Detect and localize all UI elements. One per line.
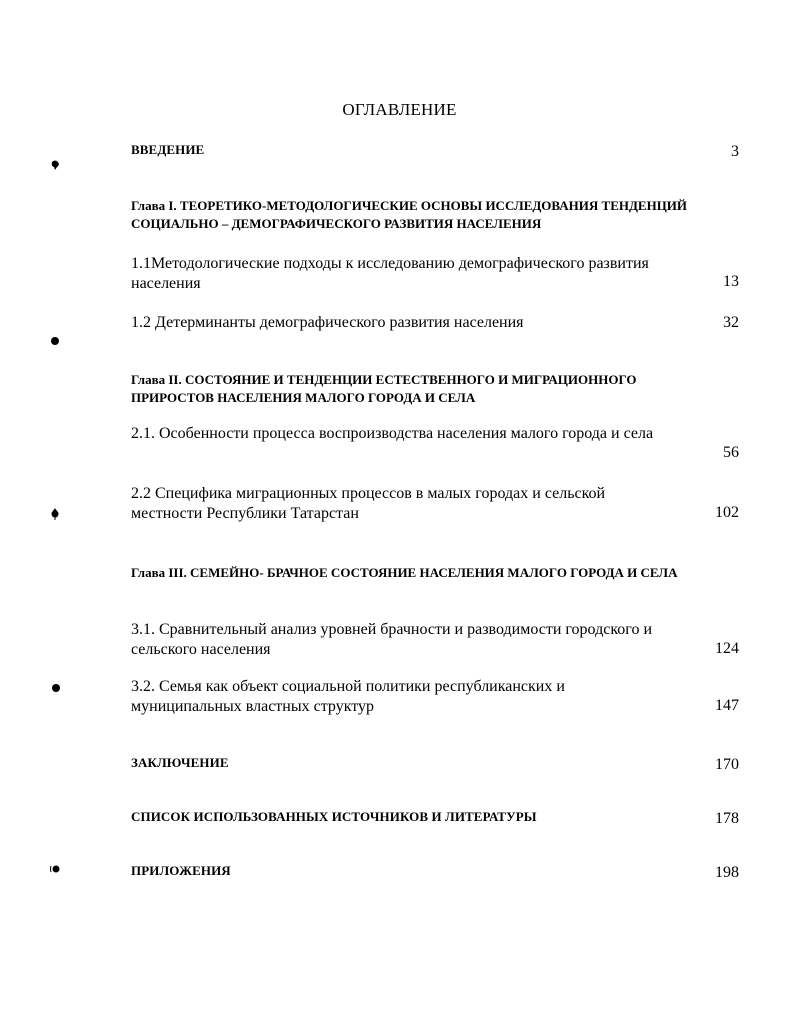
binding-hole-mark xyxy=(49,335,61,347)
toc-section-2-2 xyxy=(131,484,739,526)
appendices-label: ПРИЛОЖЕНИЯ xyxy=(131,863,231,878)
chapter-3-title: Глава III. СЕМЕЙНО- БРАЧНОЕ СОСТОЯНИЕ НАСЕЛЕНИЯ МАЛОГО ГОРОДА И СЕЛА xyxy=(131,565,678,580)
section-1-1-label: 1.1Методологические подходы к исследованию демографического развития населения xyxy=(131,255,649,292)
toc-section-1-2 xyxy=(131,313,739,335)
toc-entry-conclusion xyxy=(131,754,739,778)
section-3-1-label: 3.1. Сравнительный анализ уровней брачности и разводимости городского и сельского населения xyxy=(131,621,653,658)
toc-entry-references xyxy=(131,808,739,832)
toc-entry-introduction xyxy=(131,141,739,163)
section-2-1-page: 56 xyxy=(723,444,739,461)
section-1-1-page: 13 xyxy=(723,273,739,290)
section-3-2-page: 147 xyxy=(715,697,739,714)
section-2-2-page: 102 xyxy=(715,504,739,521)
toc-chapter-1 xyxy=(131,197,739,237)
conclusion-page: 170 xyxy=(715,756,739,773)
introduction-label: ВВЕДЕНИЕ xyxy=(131,142,205,157)
section-2-1-label: 2.1. Особенности процесса воспроизводства населения малого города и села xyxy=(131,425,654,442)
toc-entry-appendices xyxy=(131,862,739,886)
binding-hole-mark xyxy=(49,508,61,520)
references-label: СПИСОК ИСПОЛЬЗОВАННЫХ ИСТОЧНИКОВ И ЛИТЕРАТУРЫ xyxy=(131,809,537,824)
page-title: ОГЛАВЛЕНИЕ xyxy=(342,100,457,119)
binding-hole-mark xyxy=(49,682,61,694)
section-3-1-page: 124 xyxy=(715,640,739,657)
toc-chapter-2 xyxy=(131,371,739,411)
chapter-2-title: Глава II. СОСТОЯНИЕ И ТЕНДЕНЦИИ ЕСТЕСТВЕННОГО И МИГРАЦИОННОГО ПРИРОСТОВ НАСЕЛЕНИЯ МАЛОГО ГОРОДА И СЕЛА xyxy=(131,372,637,405)
appendices-page: 198 xyxy=(715,864,739,881)
toc-section-1-1 xyxy=(131,254,739,296)
toc-section-2-1 xyxy=(131,424,739,466)
section-1-2-label: 1.2 Детерминанты демографического развития населения xyxy=(131,314,524,331)
references-page: 178 xyxy=(715,810,739,827)
chapter-1-title: Глава I. ТЕОРЕТИКО-МЕТОДОЛОГИЧЕСКИЕ ОСНОВЫ ИССЛЕДОВАНИЯ ТЕНДЕНЦИЙ СОЦИАЛЬНО – ДЕМОГРАФИЧЕСКОГО РАЗВИТИЯ НАСЕЛЕНИЯ xyxy=(131,198,688,231)
section-2-2-label: 2.2 Специфика миграционных процессов в малых городах и сельской местности Республики Татарстан xyxy=(131,485,606,522)
binding-hole-mark xyxy=(49,159,61,171)
toc-chapter-3 xyxy=(131,564,739,604)
introduction-page: 3 xyxy=(731,143,739,160)
section-1-2-page: 32 xyxy=(723,314,739,331)
toc-section-3-1 xyxy=(131,620,739,662)
toc-section-3-2 xyxy=(131,677,739,719)
section-3-2-label: 3.2. Семья как объект социальной политики республиканских и муниципальных властных структур xyxy=(131,678,565,715)
binding-hole-mark xyxy=(49,863,61,875)
conclusion-label: ЗАКЛЮЧЕНИЕ xyxy=(131,755,229,770)
